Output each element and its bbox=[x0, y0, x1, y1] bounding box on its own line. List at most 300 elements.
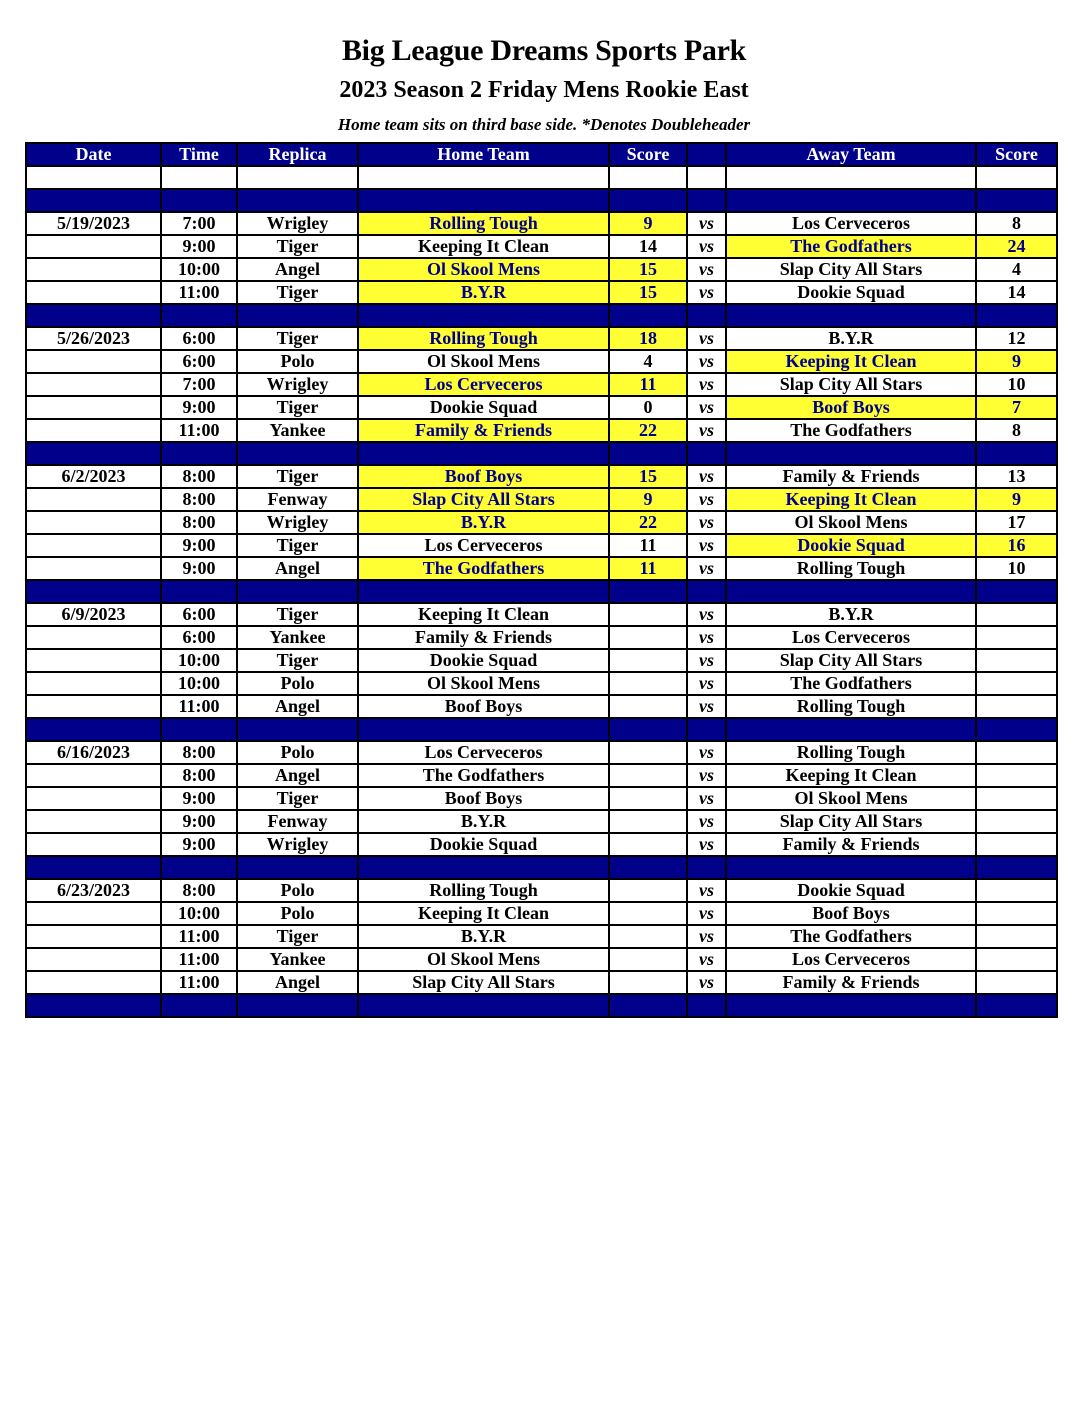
game-row bbox=[26, 649, 1057, 672]
game-date: 6/23/2023 bbox=[26, 879, 161, 902]
away-team: Rolling Tough bbox=[726, 557, 976, 580]
week-separator-cell bbox=[161, 189, 237, 212]
game-replica: Tiger bbox=[237, 787, 358, 810]
week-separator-cell bbox=[726, 580, 976, 603]
home-team: Keeping It Clean bbox=[358, 902, 609, 925]
week-separator-cell bbox=[358, 304, 609, 327]
away-team: Los Cerveceros bbox=[726, 626, 976, 649]
week-separator-cell bbox=[609, 189, 687, 212]
home-score bbox=[609, 833, 687, 856]
home-team: Rolling Tough bbox=[358, 212, 609, 235]
away-team: Boof Boys bbox=[726, 396, 976, 419]
vs-label: vs bbox=[687, 902, 726, 925]
game-row bbox=[26, 465, 1057, 488]
away-score bbox=[976, 764, 1057, 787]
game-date bbox=[26, 557, 161, 580]
col-home-score: Score bbox=[609, 143, 687, 166]
week-separator bbox=[26, 580, 1057, 603]
away-team: Rolling Tough bbox=[726, 695, 976, 718]
week-separator-cell bbox=[687, 442, 726, 465]
home-team: Ol Skool Mens bbox=[358, 948, 609, 971]
col-date: Date bbox=[26, 143, 161, 166]
blank-row-cell bbox=[687, 166, 726, 189]
game-time: 10:00 bbox=[161, 258, 237, 281]
game-replica: Angel bbox=[237, 971, 358, 994]
away-score: 17 bbox=[976, 511, 1057, 534]
week-separator-cell bbox=[976, 189, 1057, 212]
week-separator-cell bbox=[161, 580, 237, 603]
home-score: 14 bbox=[609, 235, 687, 258]
home-score: 9 bbox=[609, 212, 687, 235]
week-separator-cell bbox=[609, 442, 687, 465]
game-time: 7:00 bbox=[161, 212, 237, 235]
game-replica: Tiger bbox=[237, 465, 358, 488]
header-row bbox=[26, 143, 1057, 166]
week-separator-cell bbox=[726, 189, 976, 212]
away-team: Dookie Squad bbox=[726, 879, 976, 902]
week-separator-cell bbox=[26, 442, 161, 465]
game-row bbox=[26, 396, 1057, 419]
week-separator-cell bbox=[976, 580, 1057, 603]
game-replica: Yankee bbox=[237, 419, 358, 442]
away-score: 8 bbox=[976, 212, 1057, 235]
home-team: Boof Boys bbox=[358, 465, 609, 488]
home-team: Los Cerveceros bbox=[358, 534, 609, 557]
week-separator bbox=[26, 442, 1057, 465]
game-row bbox=[26, 626, 1057, 649]
game-row bbox=[26, 212, 1057, 235]
away-score: 7 bbox=[976, 396, 1057, 419]
vs-label: vs bbox=[687, 350, 726, 373]
game-date: 6/2/2023 bbox=[26, 465, 161, 488]
blank-row-cell bbox=[609, 166, 687, 189]
game-date bbox=[26, 695, 161, 718]
away-team: Dookie Squad bbox=[726, 534, 976, 557]
game-time: 9:00 bbox=[161, 557, 237, 580]
week-separator-cell bbox=[609, 856, 687, 879]
home-score: 11 bbox=[609, 373, 687, 396]
page-subtitle: 2023 Season 2 Friday Mens Rookie East bbox=[339, 77, 749, 103]
game-row bbox=[26, 810, 1057, 833]
home-score bbox=[609, 902, 687, 925]
game-date bbox=[26, 626, 161, 649]
game-date: 5/19/2023 bbox=[26, 212, 161, 235]
game-row bbox=[26, 902, 1057, 925]
blank-row-cell bbox=[726, 166, 976, 189]
vs-label: vs bbox=[687, 327, 726, 350]
home-score bbox=[609, 971, 687, 994]
game-row bbox=[26, 971, 1057, 994]
game-replica: Angel bbox=[237, 695, 358, 718]
vs-label: vs bbox=[687, 879, 726, 902]
week-separator-cell bbox=[26, 189, 161, 212]
week-separator-cell bbox=[726, 994, 976, 1017]
vs-label: vs bbox=[687, 258, 726, 281]
vs-label: vs bbox=[687, 833, 726, 856]
week-separator-cell bbox=[726, 442, 976, 465]
week-separator-cell bbox=[237, 580, 358, 603]
away-score bbox=[976, 833, 1057, 856]
home-team: Keeping It Clean bbox=[358, 235, 609, 258]
game-replica: Wrigley bbox=[237, 212, 358, 235]
game-time: 11:00 bbox=[161, 948, 237, 971]
game-time: 8:00 bbox=[161, 488, 237, 511]
game-date bbox=[26, 281, 161, 304]
home-score bbox=[609, 603, 687, 626]
home-score: 22 bbox=[609, 419, 687, 442]
home-team: Rolling Tough bbox=[358, 327, 609, 350]
week-separator-cell bbox=[358, 718, 609, 741]
home-score bbox=[609, 948, 687, 971]
away-score: 10 bbox=[976, 557, 1057, 580]
game-date bbox=[26, 534, 161, 557]
game-time: 8:00 bbox=[161, 741, 237, 764]
game-replica: Tiger bbox=[237, 235, 358, 258]
schedule-table bbox=[25, 142, 1058, 1018]
week-separator-cell bbox=[161, 994, 237, 1017]
vs-label: vs bbox=[687, 787, 726, 810]
game-row bbox=[26, 741, 1057, 764]
game-time: 6:00 bbox=[161, 327, 237, 350]
week-separator-cell bbox=[237, 442, 358, 465]
game-date bbox=[26, 810, 161, 833]
week-separator-cell bbox=[687, 580, 726, 603]
game-date bbox=[26, 971, 161, 994]
home-team: Dookie Squad bbox=[358, 649, 609, 672]
game-date bbox=[26, 833, 161, 856]
week-separator-cell bbox=[609, 718, 687, 741]
away-score: 4 bbox=[976, 258, 1057, 281]
vs-label: vs bbox=[687, 925, 726, 948]
game-date bbox=[26, 350, 161, 373]
blank-row bbox=[26, 166, 1057, 189]
game-date bbox=[26, 787, 161, 810]
game-replica: Polo bbox=[237, 350, 358, 373]
game-date bbox=[26, 235, 161, 258]
game-time: 9:00 bbox=[161, 235, 237, 258]
home-score bbox=[609, 695, 687, 718]
vs-label: vs bbox=[687, 235, 726, 258]
col-home-team: Home Team bbox=[358, 143, 609, 166]
week-separator-cell bbox=[609, 304, 687, 327]
home-team: B.Y.R bbox=[358, 281, 609, 304]
week-separator-cell bbox=[687, 304, 726, 327]
away-team: The Godfathers bbox=[726, 672, 976, 695]
game-date bbox=[26, 488, 161, 511]
away-score bbox=[976, 810, 1057, 833]
game-row bbox=[26, 350, 1057, 373]
away-score bbox=[976, 649, 1057, 672]
away-score: 9 bbox=[976, 488, 1057, 511]
game-time: 9:00 bbox=[161, 833, 237, 856]
home-team: B.Y.R bbox=[358, 925, 609, 948]
vs-label: vs bbox=[687, 626, 726, 649]
game-row bbox=[26, 787, 1057, 810]
week-separator bbox=[26, 304, 1057, 327]
home-team: Dookie Squad bbox=[358, 833, 609, 856]
away-score bbox=[976, 948, 1057, 971]
game-time: 6:00 bbox=[161, 626, 237, 649]
game-time: 11:00 bbox=[161, 971, 237, 994]
week-separator-cell bbox=[237, 856, 358, 879]
away-score: 9 bbox=[976, 350, 1057, 373]
week-separator-cell bbox=[358, 580, 609, 603]
game-date: 6/16/2023 bbox=[26, 741, 161, 764]
away-team: Keeping It Clean bbox=[726, 488, 976, 511]
game-row bbox=[26, 373, 1057, 396]
game-date bbox=[26, 764, 161, 787]
vs-label: vs bbox=[687, 557, 726, 580]
week-separator-cell bbox=[161, 304, 237, 327]
game-replica: Yankee bbox=[237, 948, 358, 971]
away-score: 13 bbox=[976, 465, 1057, 488]
week-separator-cell bbox=[26, 580, 161, 603]
week-separator-cell bbox=[687, 856, 726, 879]
week-separator-cell bbox=[161, 442, 237, 465]
game-date bbox=[26, 511, 161, 534]
game-replica: Wrigley bbox=[237, 373, 358, 396]
week-separator-cell bbox=[161, 856, 237, 879]
week-separator-cell bbox=[26, 856, 161, 879]
away-team: Dookie Squad bbox=[726, 281, 976, 304]
game-replica: Wrigley bbox=[237, 833, 358, 856]
away-team: B.Y.R bbox=[726, 327, 976, 350]
game-time: 11:00 bbox=[161, 695, 237, 718]
away-team: Slap City All Stars bbox=[726, 810, 976, 833]
vs-label: vs bbox=[687, 948, 726, 971]
home-team: Ol Skool Mens bbox=[358, 350, 609, 373]
game-replica: Fenway bbox=[237, 488, 358, 511]
home-team: Los Cerveceros bbox=[358, 373, 609, 396]
vs-label: vs bbox=[687, 465, 726, 488]
vs-label: vs bbox=[687, 419, 726, 442]
game-replica: Angel bbox=[237, 557, 358, 580]
game-time: 8:00 bbox=[161, 511, 237, 534]
game-row bbox=[26, 534, 1057, 557]
week-separator-cell bbox=[237, 304, 358, 327]
vs-label: vs bbox=[687, 281, 726, 304]
game-row bbox=[26, 925, 1057, 948]
game-replica: Polo bbox=[237, 902, 358, 925]
game-row bbox=[26, 764, 1057, 787]
game-time: 9:00 bbox=[161, 810, 237, 833]
game-time: 8:00 bbox=[161, 465, 237, 488]
schedule-note: Home team sits on third base side. *Denotes Doubleheader bbox=[337, 115, 751, 134]
game-replica: Angel bbox=[237, 258, 358, 281]
vs-label: vs bbox=[687, 971, 726, 994]
away-score bbox=[976, 971, 1057, 994]
home-team: Keeping It Clean bbox=[358, 603, 609, 626]
game-row bbox=[26, 511, 1057, 534]
home-team: Slap City All Stars bbox=[358, 971, 609, 994]
home-team: Family & Friends bbox=[358, 626, 609, 649]
home-score bbox=[609, 626, 687, 649]
week-separator-cell bbox=[976, 994, 1057, 1017]
blank-row-cell bbox=[358, 166, 609, 189]
away-score bbox=[976, 925, 1057, 948]
vs-label: vs bbox=[687, 511, 726, 534]
home-score: 15 bbox=[609, 281, 687, 304]
home-score bbox=[609, 879, 687, 902]
week-separator-cell bbox=[237, 189, 358, 212]
week-separator-cell bbox=[358, 189, 609, 212]
home-team: B.Y.R bbox=[358, 810, 609, 833]
away-team: The Godfathers bbox=[726, 235, 976, 258]
game-time: 8:00 bbox=[161, 764, 237, 787]
game-replica: Wrigley bbox=[237, 511, 358, 534]
week-separator bbox=[26, 718, 1057, 741]
game-row bbox=[26, 419, 1057, 442]
col-vs bbox=[687, 143, 726, 166]
away-team: Ol Skool Mens bbox=[726, 511, 976, 534]
home-score bbox=[609, 672, 687, 695]
week-separator-cell bbox=[976, 856, 1057, 879]
home-score: 11 bbox=[609, 534, 687, 557]
week-separator-cell bbox=[687, 189, 726, 212]
game-date bbox=[26, 672, 161, 695]
game-time: 10:00 bbox=[161, 649, 237, 672]
home-score: 22 bbox=[609, 511, 687, 534]
game-date bbox=[26, 649, 161, 672]
home-team: Slap City All Stars bbox=[358, 488, 609, 511]
away-team: Family & Friends bbox=[726, 465, 976, 488]
game-date bbox=[26, 925, 161, 948]
home-score bbox=[609, 810, 687, 833]
away-score: 12 bbox=[976, 327, 1057, 350]
game-row bbox=[26, 672, 1057, 695]
week-separator-cell bbox=[687, 994, 726, 1017]
away-team: Slap City All Stars bbox=[726, 258, 976, 281]
blank-row-cell bbox=[237, 166, 358, 189]
away-team: Boof Boys bbox=[726, 902, 976, 925]
game-time: 8:00 bbox=[161, 879, 237, 902]
away-team: Keeping It Clean bbox=[726, 764, 976, 787]
game-replica: Tiger bbox=[237, 327, 358, 350]
week-separator-cell bbox=[358, 994, 609, 1017]
vs-label: vs bbox=[687, 741, 726, 764]
game-time: 7:00 bbox=[161, 373, 237, 396]
blank-row-cell bbox=[26, 166, 161, 189]
game-row bbox=[26, 281, 1057, 304]
game-row bbox=[26, 327, 1057, 350]
game-replica: Tiger bbox=[237, 281, 358, 304]
week-separator-cell bbox=[26, 304, 161, 327]
game-time: 9:00 bbox=[161, 396, 237, 419]
week-separator-cell bbox=[976, 442, 1057, 465]
away-score bbox=[976, 787, 1057, 810]
week-separator-cell bbox=[726, 718, 976, 741]
vs-label: vs bbox=[687, 396, 726, 419]
game-time: 11:00 bbox=[161, 925, 237, 948]
game-row bbox=[26, 833, 1057, 856]
home-team: The Godfathers bbox=[358, 557, 609, 580]
week-separator bbox=[26, 189, 1057, 212]
home-score bbox=[609, 787, 687, 810]
game-time: 9:00 bbox=[161, 787, 237, 810]
game-row bbox=[26, 695, 1057, 718]
week-separator-cell bbox=[609, 994, 687, 1017]
away-team: Keeping It Clean bbox=[726, 350, 976, 373]
away-team: Slap City All Stars bbox=[726, 373, 976, 396]
home-score bbox=[609, 649, 687, 672]
home-score bbox=[609, 741, 687, 764]
game-replica: Polo bbox=[237, 879, 358, 902]
week-separator-cell bbox=[237, 718, 358, 741]
week-separator-cell bbox=[726, 304, 976, 327]
away-team: The Godfathers bbox=[726, 419, 976, 442]
game-time: 9:00 bbox=[161, 534, 237, 557]
vs-label: vs bbox=[687, 649, 726, 672]
game-time: 6:00 bbox=[161, 603, 237, 626]
game-row bbox=[26, 557, 1057, 580]
col-away-score: Score bbox=[976, 143, 1057, 166]
game-replica: Polo bbox=[237, 672, 358, 695]
game-date bbox=[26, 948, 161, 971]
game-date: 6/9/2023 bbox=[26, 603, 161, 626]
away-score: 8 bbox=[976, 419, 1057, 442]
vs-label: vs bbox=[687, 764, 726, 787]
home-score: 4 bbox=[609, 350, 687, 373]
week-separator-cell bbox=[26, 718, 161, 741]
week-separator-cell bbox=[237, 994, 358, 1017]
game-date bbox=[26, 419, 161, 442]
vs-label: vs bbox=[687, 488, 726, 511]
away-score: 24 bbox=[976, 235, 1057, 258]
away-team: Ol Skool Mens bbox=[726, 787, 976, 810]
week-separator-cell bbox=[687, 718, 726, 741]
game-date bbox=[26, 396, 161, 419]
away-team: Los Cerveceros bbox=[726, 948, 976, 971]
game-replica: Tiger bbox=[237, 649, 358, 672]
home-team: Family & Friends bbox=[358, 419, 609, 442]
away-team: Rolling Tough bbox=[726, 741, 976, 764]
away-team: Family & Friends bbox=[726, 971, 976, 994]
col-away-team: Away Team bbox=[726, 143, 976, 166]
away-score bbox=[976, 626, 1057, 649]
away-team: The Godfathers bbox=[726, 925, 976, 948]
home-team: The Godfathers bbox=[358, 764, 609, 787]
game-row bbox=[26, 879, 1057, 902]
game-time: 10:00 bbox=[161, 672, 237, 695]
game-time: 11:00 bbox=[161, 419, 237, 442]
away-score bbox=[976, 902, 1057, 925]
game-replica: Tiger bbox=[237, 925, 358, 948]
week-separator bbox=[26, 994, 1057, 1017]
home-team: Ol Skool Mens bbox=[358, 258, 609, 281]
home-score: 15 bbox=[609, 258, 687, 281]
away-score bbox=[976, 603, 1057, 626]
game-date: 5/26/2023 bbox=[26, 327, 161, 350]
vs-label: vs bbox=[687, 810, 726, 833]
home-score bbox=[609, 925, 687, 948]
vs-label: vs bbox=[687, 672, 726, 695]
away-score bbox=[976, 879, 1057, 902]
home-score: 18 bbox=[609, 327, 687, 350]
away-team: Family & Friends bbox=[726, 833, 976, 856]
blank-row-cell bbox=[161, 166, 237, 189]
home-score: 11 bbox=[609, 557, 687, 580]
game-row bbox=[26, 258, 1057, 281]
game-date bbox=[26, 902, 161, 925]
game-replica: Fenway bbox=[237, 810, 358, 833]
vs-label: vs bbox=[687, 695, 726, 718]
away-team: Los Cerveceros bbox=[726, 212, 976, 235]
home-score bbox=[609, 764, 687, 787]
page-title: Big League Dreams Sports Park bbox=[341, 34, 747, 67]
game-row bbox=[26, 603, 1057, 626]
vs-label: vs bbox=[687, 603, 726, 626]
game-replica: Polo bbox=[237, 741, 358, 764]
